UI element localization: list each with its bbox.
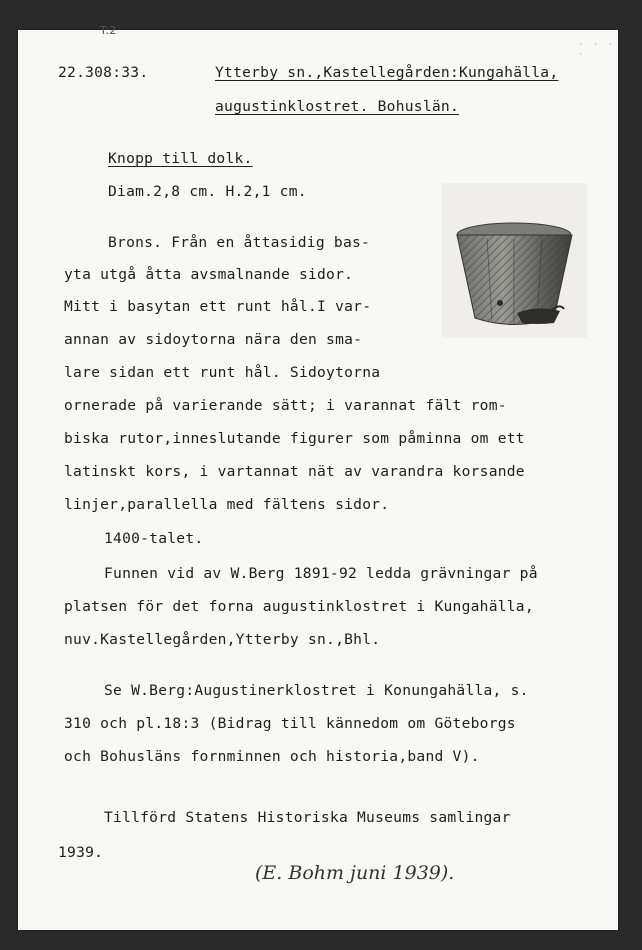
- acquisition-line: Tillförd Statens Historiska Museums samlingar: [104, 809, 511, 826]
- description-line: biska rutor,inneslutande figurer som påminna om ett: [64, 430, 525, 447]
- edge-specks: · · · ·: [578, 40, 616, 60]
- find-line: Funnen vid av W.Berg 1891-92 ledda grävningar på: [104, 565, 538, 582]
- object-dimensions: Diam.2,8 cm. H.2,1 cm.: [108, 183, 307, 200]
- find-line: nuv.Kastellegården,Ytterby sn.,Bhl.: [64, 631, 381, 648]
- description-line: yta utgå åtta avsmalnande sidor.: [64, 266, 354, 283]
- location-line-1: Ytterby sn.,Kastellegården:Kungahälla,: [215, 64, 559, 81]
- dating: 1400-talet.: [104, 530, 204, 547]
- reference-line: 310 och pl.18:3 (Bidrag till kännedom om Göteborgs: [64, 715, 516, 732]
- reference-line: och Bohusläns fornminnen och historia,band V).: [64, 748, 480, 765]
- description-line: ornerade på varierande sätt; i varannat fält rom-: [64, 397, 507, 414]
- handwritten-signature: (E. Bohm juni 1939).: [255, 862, 455, 884]
- description-line: Mitt i basytan ett runt hål.I var-: [64, 298, 372, 315]
- corner-mark: T:2: [100, 24, 117, 37]
- description-line: linjer,parallella med fältens sidor.: [64, 496, 390, 513]
- catalog-number: 22.308:33.: [58, 64, 149, 81]
- object-title: Knopp till dolk.: [108, 150, 253, 167]
- reference-line: Se W.Berg:Augustinerklostret i Konungahälla, s.: [104, 682, 529, 699]
- acquisition-year: 1939.: [58, 844, 104, 861]
- description-line: annan av sidoytorna nära den sma-: [64, 331, 363, 348]
- description-line: Brons. Från en åttasidig bas-: [108, 234, 371, 251]
- location-line-2: augustinklostret. Bohuslän.: [215, 98, 459, 115]
- catalog-card: [18, 24, 618, 930]
- bronze-dagger-knob-photo: [442, 183, 587, 338]
- description-line: lare sidan ett runt hål. Sidoytorna: [64, 364, 381, 381]
- description-line: latinskt kors, i vartannat nät av varandra korsande: [64, 463, 525, 480]
- find-line: platsen för det forna augustinklostret i Kungahälla,: [64, 598, 534, 615]
